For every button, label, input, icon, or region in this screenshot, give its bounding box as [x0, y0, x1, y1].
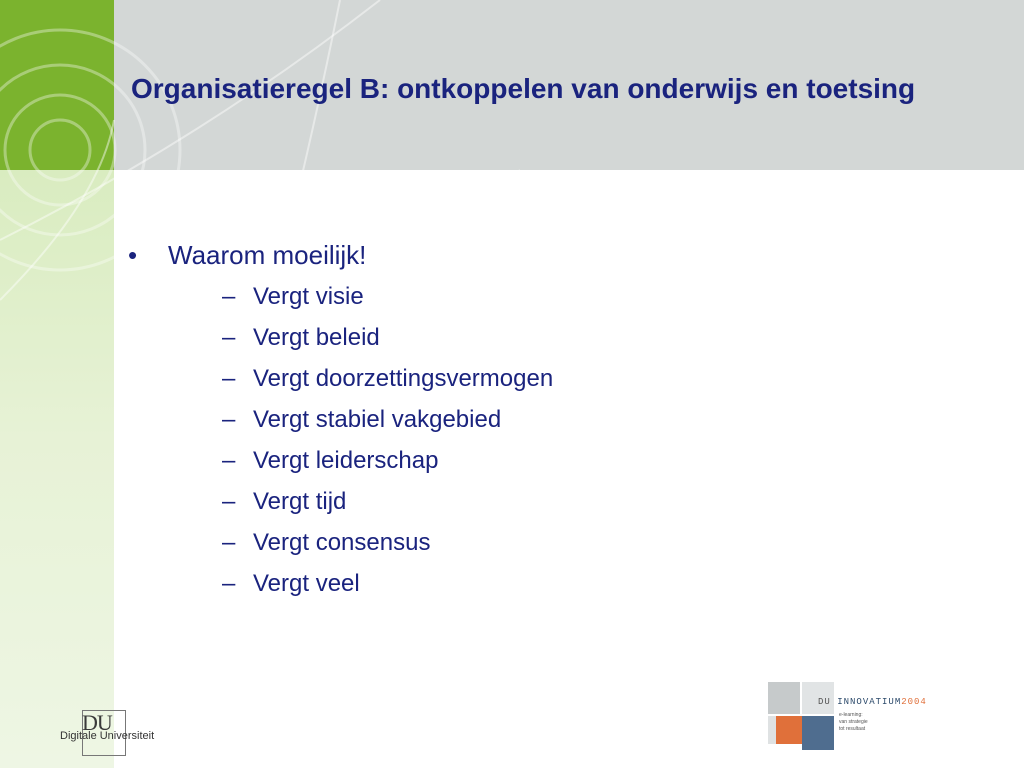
sub-bullet-item	[168, 358, 553, 399]
bullet-list	[128, 236, 553, 604]
green-side-strip	[0, 170, 114, 768]
dash-marker: –	[222, 283, 236, 310]
dash-marker: –	[222, 447, 236, 474]
dash-marker: –	[222, 324, 236, 351]
sub-bullet-text: Vergt tijd	[253, 488, 347, 515]
sub-bullet-text: Vergt doorzettingsvermogen	[253, 365, 554, 392]
sub-bullet-item	[168, 317, 553, 358]
sub-bullet-item	[168, 440, 553, 481]
sub-bullet-text: Vergt beleid	[253, 324, 380, 351]
dash-marker: –	[222, 570, 236, 597]
dash-marker: –	[222, 529, 236, 556]
du-logo-mark: DU	[82, 710, 112, 735]
bullet-marker: •	[128, 240, 138, 270]
left-decor-band	[0, 0, 114, 768]
bullet-text: Waarom moeilijk!	[168, 240, 367, 270]
sub-bullet-item	[168, 276, 553, 317]
dash-marker: –	[222, 406, 236, 433]
innovatium-wordmark: DU INNOVATIUM2004	[818, 697, 927, 707]
logo-square-pale	[768, 716, 776, 744]
bullet-item	[128, 236, 553, 604]
logo-square-blue	[802, 716, 834, 750]
sub-bullet-text: Vergt consensus	[253, 529, 431, 556]
digitale-universiteit-logo	[60, 708, 170, 760]
sub-bullet-item	[168, 399, 553, 440]
sub-bullet-text: Vergt leiderschap	[253, 447, 439, 474]
logo-square-orange	[776, 716, 802, 744]
innovatium-tagline: e-learning: van strategie tot resultaat	[839, 712, 868, 732]
du-logo-name: Digitale Universiteit	[60, 730, 155, 742]
sub-bullet-item	[168, 563, 553, 604]
sub-bullet-text: Vergt visie	[253, 283, 364, 310]
slide-title: Organisatieregel B: ontkoppelen van onderwijs en toetsing	[131, 73, 916, 104]
sub-bullet-text: Vergt stabiel vakgebied	[253, 406, 502, 433]
innovatium-logo	[768, 682, 948, 754]
green-corner	[0, 0, 114, 170]
sub-bullet-list	[168, 276, 553, 604]
sub-bullet-text: Vergt veel	[253, 570, 360, 597]
logo-square-gray	[768, 682, 800, 714]
sub-bullet-item	[168, 522, 553, 563]
dash-marker: –	[222, 365, 236, 392]
sub-bullet-item	[168, 481, 553, 522]
dash-marker: –	[222, 488, 236, 515]
